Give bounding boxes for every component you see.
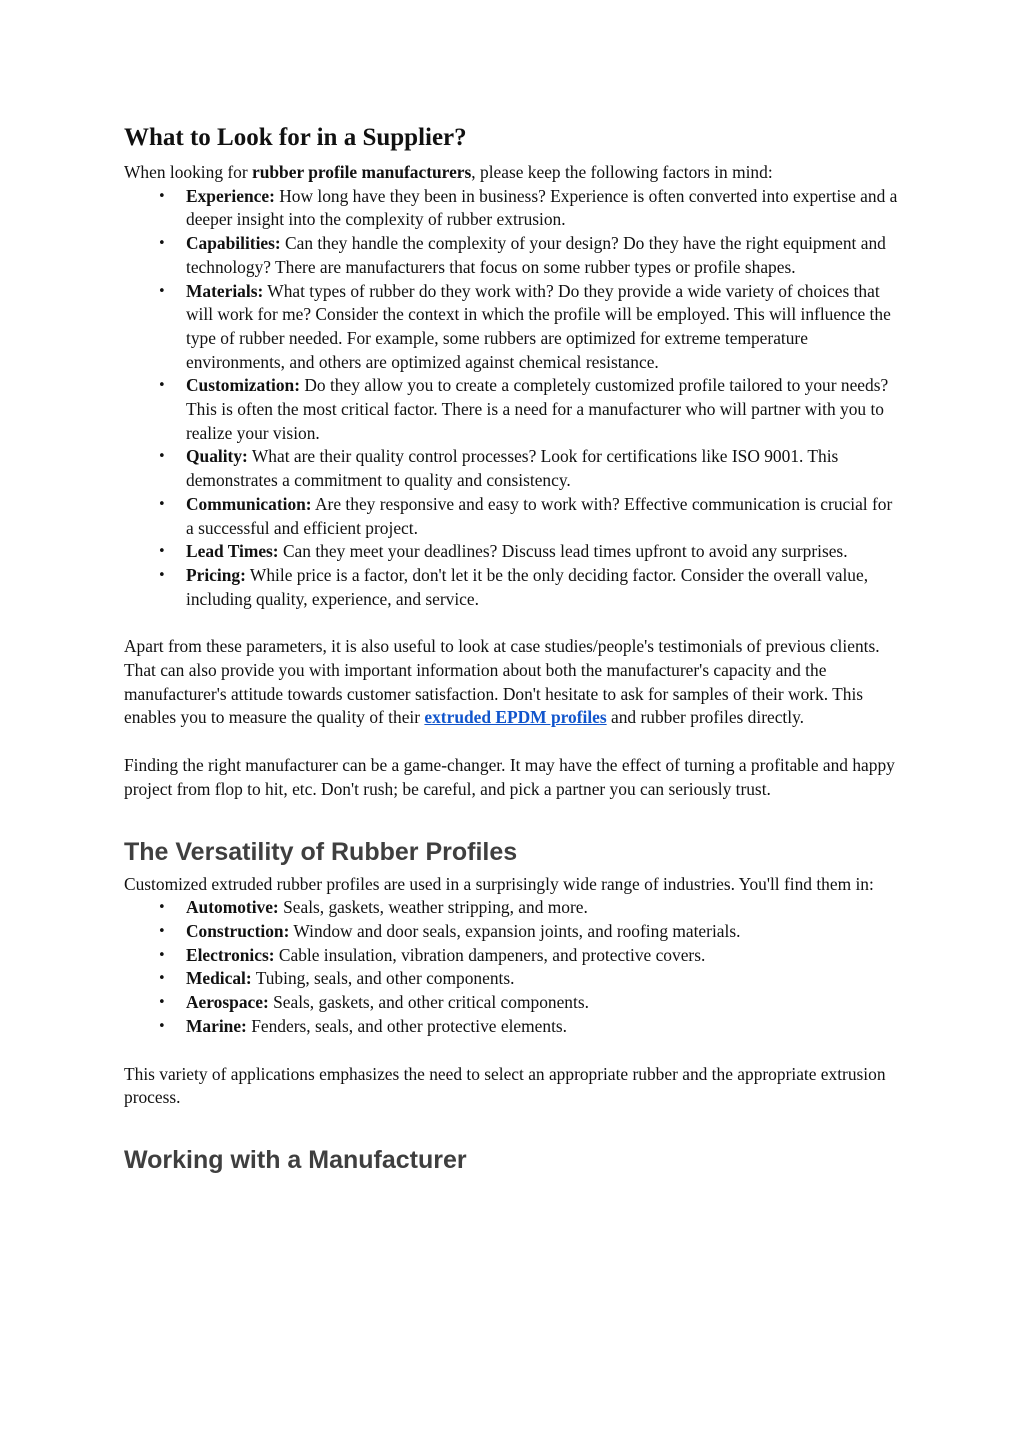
bullet-icon: • <box>158 567 166 583</box>
versatility-intro-paragraph: Customized extruded rubber profiles are used in a surprisingly wide range of industries. You'll find them in: <box>124 873 874 894</box>
intro-bold-keyword: rubber profile manufacturers <box>251 162 472 182</box>
item-text: Window and door seals, expansion joints, and roofing materials. <box>289 920 741 941</box>
item-text: Fenders, seals, and other protective elements. <box>246 1015 568 1036</box>
item-label: Customization: <box>186 375 300 396</box>
document-page <box>124 122 904 1181</box>
item-text: What are their quality control processes? Look for certifications like ISO 9001. This demonstrates a commitment to quality and consistency. <box>186 446 839 491</box>
item-label: Electronics: <box>186 944 275 965</box>
list-item <box>124 445 904 492</box>
item-label: Experience: <box>186 185 275 206</box>
bullet-icon: • <box>158 971 166 987</box>
item-label: Automotive: <box>186 897 279 918</box>
item-text: Are they responsive and easy to work with? Effective communication is crucial for a successful and efficient project. <box>186 493 893 538</box>
section-heading-versatility: The Versatility of Rubber Profiles <box>124 837 518 866</box>
game-changer-paragraph: Finding the right manufacturer can be a game-changer. It may have the effect of turning a profitable and happy project from flop to hit, etc. Don't rush; be careful, and pick a partner you can seriously trust. <box>124 755 895 799</box>
spacer <box>124 1110 904 1144</box>
item-label: Materials: <box>186 280 264 301</box>
bullet-icon: • <box>158 449 166 465</box>
extruded-epdm-profiles-link[interactable]: extruded EPDM profiles <box>424 707 607 728</box>
section-heading-working: Working with a Manufacturer <box>124 1145 467 1174</box>
item-label: Marine: <box>186 1015 247 1036</box>
list-item <box>124 896 904 920</box>
paragraph-text-end: and rubber profiles directly. <box>606 707 804 728</box>
list-item <box>124 280 904 375</box>
bullet-icon: • <box>158 923 166 939</box>
item-text: Seals, gaskets, weather stripping, and more. <box>278 897 588 918</box>
intro-text-end: , please keep the following factors in mind: <box>471 162 773 182</box>
item-text: Can they meet your deadlines? Discuss lead times upfront to avoid any surprises. <box>278 541 848 562</box>
applications-paragraph: This variety of applications emphasizes the need to select an appropriate rubber and the appropriate extrusion process. <box>124 1063 886 1108</box>
bullet-icon: • <box>158 947 166 963</box>
item-label: Lead Times: <box>186 541 279 562</box>
item-text: Tubing, seals, and other components. <box>251 968 515 989</box>
item-text: Cable insulation, vibration dampeners, and protective covers. <box>274 944 706 965</box>
paragraph-text: Apart from these parameters, it is also useful to look at case studies/people's testimonials of previous clients. That can also provide you with important information about both the manufacturer's capacity and the manufacturer's attitude towards customer satisfaction. Don't hesitate to ask for samples of their work. This enables you to measure the quality of their <box>124 636 880 728</box>
industries-list <box>124 896 904 1038</box>
item-text: How long have they been in business? Experience is often converted into expertise and a deeper insight into the complexity of rubber extrusion. <box>186 185 898 230</box>
testimonials-paragraph <box>124 635 904 730</box>
bullet-icon: • <box>158 1018 166 1034</box>
spacer <box>124 1039 904 1063</box>
bullet-icon: • <box>158 378 166 394</box>
list-item <box>124 564 904 611</box>
list-item <box>124 920 904 944</box>
item-label: Construction: <box>186 920 290 941</box>
item-text: Can they handle the complexity of your design? Do they have the right equipment and technology? There are manufacturers that focus on some rubber types or profile shapes. <box>186 233 886 277</box>
list-item <box>124 232 904 279</box>
item-label: Pricing: <box>186 564 246 585</box>
supplier-factors-list <box>124 185 904 612</box>
spacer <box>124 730 904 754</box>
section-heading-supplier: What to Look for in a Supplier? <box>124 124 467 151</box>
bullet-icon: • <box>158 188 166 204</box>
bullet-icon: • <box>158 900 166 916</box>
bullet-icon: • <box>158 995 166 1011</box>
item-text: What types of rubber do they work with? Do they provide a wide variety of choices that will work for me? Consider the context in which the profile will be employed. This will influence the type of rubber needed. For example, some rubbers are optimized for extreme temperature environments, and others are optimized against chemical resistance. <box>186 280 891 372</box>
bullet-icon: • <box>158 496 166 512</box>
item-text: While price is a factor, don't let it be the only deciding factor. Consider the overall value, including quality, experience, and service. <box>186 564 869 609</box>
item-label: Quality: <box>186 446 248 467</box>
bullet-icon: • <box>158 236 166 252</box>
item-text: Do they allow you to create a completely customized profile tailored to your needs? This is often the most critical factor. There is a need for a manufacturer who will partner with you to realize your vision. <box>186 375 889 443</box>
list-item <box>124 991 904 1015</box>
list-item <box>124 493 904 540</box>
bullet-icon: • <box>158 283 166 299</box>
list-item <box>124 374 904 445</box>
item-label: Capabilities: <box>186 233 281 254</box>
spacer <box>124 802 904 836</box>
item-label: Medical: <box>186 968 252 989</box>
list-item <box>124 540 904 564</box>
bullet-icon: • <box>158 544 166 560</box>
supplier-intro-paragraph <box>124 161 904 185</box>
list-item <box>124 185 904 232</box>
item-text: Seals, gaskets, and other critical components. <box>268 992 589 1013</box>
intro-text: When looking for <box>124 162 252 182</box>
list-item <box>124 967 904 991</box>
item-label: Aerospace: <box>186 992 269 1013</box>
item-label: Communication: <box>186 493 312 514</box>
spacer <box>124 611 904 635</box>
list-item <box>124 1015 904 1039</box>
list-item <box>124 944 904 968</box>
